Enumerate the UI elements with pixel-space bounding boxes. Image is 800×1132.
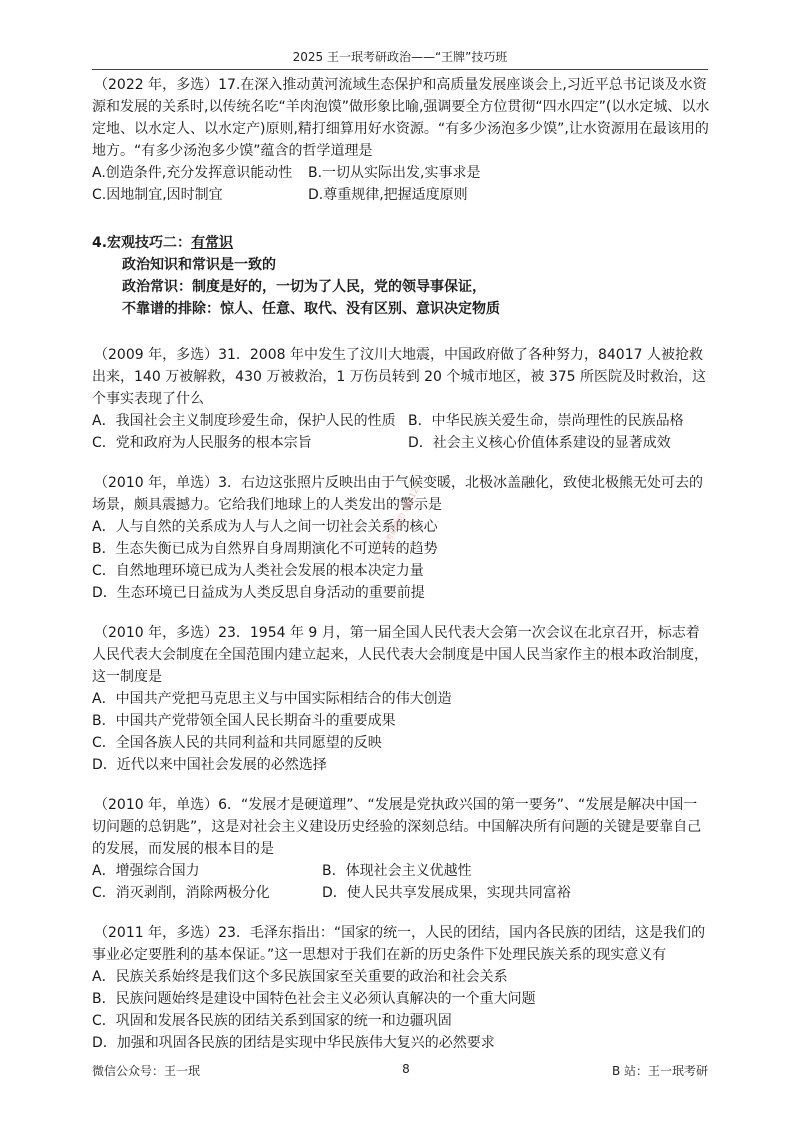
option-d: D．社会主义核心价值体系建设的显著成效 — [408, 435, 671, 451]
page-footer — [92, 1062, 708, 1079]
question-stem: （2010 年，多选）23．1954 年 9 月，第一届全国人民代表大会第一次会议在北京召开，标志着人民代表大会制度在全国范围内建立起来，人民代表大会制度是中国人民当家作主的根本政治制度，这一制度是 — [92, 625, 708, 685]
skill-title-name: 有常识 — [191, 235, 234, 251]
option-d: D.尊重规律,把握适度原则 — [308, 187, 468, 203]
footer-bilibili: B 站：王一珉考研 — [611, 1064, 708, 1078]
option-d: D．使人民共享发展成果，实现共同富裕 — [322, 885, 571, 901]
option-c: C．自然地理环境已成为人类社会发展的根本决定力量 — [92, 563, 424, 579]
question-2010-23 — [92, 622, 710, 776]
skill-section — [92, 232, 710, 320]
question-stem: （2010 年，单选）6．“发展才是硬道理”、“发展是党执政兴国的第一要务”、“发展是解决中国一切问题的总钥匙”，这是对社会主义建设历史经验的深刻总结。中国解决所有问题的关键是要靠自己的发展，而发展的根本目的是 — [92, 797, 702, 857]
option-d: D．生态环境已日益成为人类反思自身活动的重要前提 — [92, 585, 425, 601]
question-stem: （2010 年，单选）3．右边这张照片反映出由于气候变暖，北极冰盖融化，致使北极熊无处可去的场景，颇具震撼力。它给我们地球上的人类发出的警示是 — [92, 475, 703, 513]
option-d: D．近代以来中国社会发展的必然选择 — [92, 757, 327, 773]
option-a: A．我国社会主义制度珍爱生命，保护人民的性质 — [92, 413, 396, 429]
question-2022-17 — [92, 74, 710, 206]
option-b: B.一切从实际出发,实事求是 — [308, 165, 481, 181]
option-b: B．中华民族关爱生命，崇尚理性的民族品格 — [408, 413, 684, 429]
options — [92, 410, 710, 454]
option-b: B．生态失衡已成为自然界自身周期演化不可逆转的趋势 — [92, 541, 438, 557]
header-title: 2025 王一珉考研政治——“王牌”技巧班 — [292, 50, 508, 64]
options — [92, 162, 710, 206]
watermark: 王一珉考研政治 385123 — [372, 481, 423, 565]
option-c: C．消灭剥削，消除两极分化 — [92, 885, 270, 901]
option-a: A．中国共产党把马克思主义与中国实际相结合的伟大创造 — [92, 691, 452, 707]
option-a: A．人与自然的关系成为人与人之间一切社会关系的核心 — [92, 519, 438, 535]
option-a: A．民族关系始终是我们这个多民族国家至关重要的政治和社会关系 — [92, 969, 508, 985]
options — [92, 516, 710, 604]
page-number: 8 — [402, 1062, 410, 1076]
document-body — [92, 74, 710, 1072]
option-c: C．巩固和发展各民族的团结关系到国家的统一和边疆巩固 — [92, 1013, 452, 1029]
skill-point: 不靠谱的排除：惊人、任意、取代、没有区别、意识决定物质 — [122, 301, 500, 317]
skill-point: 政治知识和常识是一致的 — [122, 257, 276, 273]
option-c: C．党和政府为人民服务的根本宗旨 — [92, 435, 312, 451]
options — [92, 688, 710, 776]
option-a: A.创造条件,充分发挥意识能动性 — [92, 165, 293, 181]
question-2010-6 — [92, 794, 710, 904]
option-c: C．全国各族人民的共同利益和共同愿望的反映 — [92, 735, 382, 751]
question-2011-23 — [92, 922, 710, 1054]
question-2010-3 — [92, 472, 710, 604]
question-2009-31 — [92, 344, 710, 454]
option-b: B．体现社会主义优越性 — [322, 863, 472, 879]
option-c: C.因地制宜,因时制宜 — [92, 187, 223, 203]
option-a: A．增强综合国力 — [92, 863, 200, 879]
option-b: B．中国共产党带领全国人民长期奋斗的重要成果 — [92, 713, 396, 729]
skill-title — [92, 232, 710, 254]
skill-point: 政治常识：制度是好的，一切为了人民，党的领导事保证， — [122, 279, 486, 295]
question-stem: （2011 年，多选）23．毛泽东指出：“国家的统一，人民的团结，国内各民族的团结，这是我们的事业必定要胜利的基本保证。”这一思想对于我们在新的历史条件下处理民族关系的现实意义有 — [92, 925, 706, 963]
question-stem: （2022 年，多选）17.在深入推动黄河流域生态保护和高质量发展座谈会上,习近平总书记谈及水资源和发展的关系时,以传统名吃“羊肉泡馍”做形象比喻,强调要全方位贯彻“四水四定”(以水定城、以水定地、以水定人、以水定产)原则,精打细算用好水资源。“有多少汤泡多少馍”,让水资源用在最该用的地方。“有多少汤泡多少馍”蕴含的哲学道理是 — [92, 77, 710, 159]
page-header — [92, 48, 708, 70]
options — [92, 966, 710, 1054]
question-stem: （2009 年，多选）31．2008 年中发生了汶川大地震，中国政府做了各种努力，84017 人被抢救出来，140 万被解救，430 万被救治，1 万伤员转到 20 个城市地区，被 375 所医院及时救治，这个事实表现了什么 — [92, 347, 707, 407]
options — [92, 860, 710, 904]
footer-wechat: 微信公众号：王一珉 — [92, 1064, 201, 1078]
option-d: D．加强和巩固各民族的团结是实现中华民族伟大复兴的必然要求 — [92, 1035, 495, 1051]
skill-title-prefix: 4.宏观技巧二： — [92, 235, 192, 251]
option-b: B．民族问题始终是建设中国特色社会主义必须认真解决的一个重大问题 — [92, 991, 536, 1007]
